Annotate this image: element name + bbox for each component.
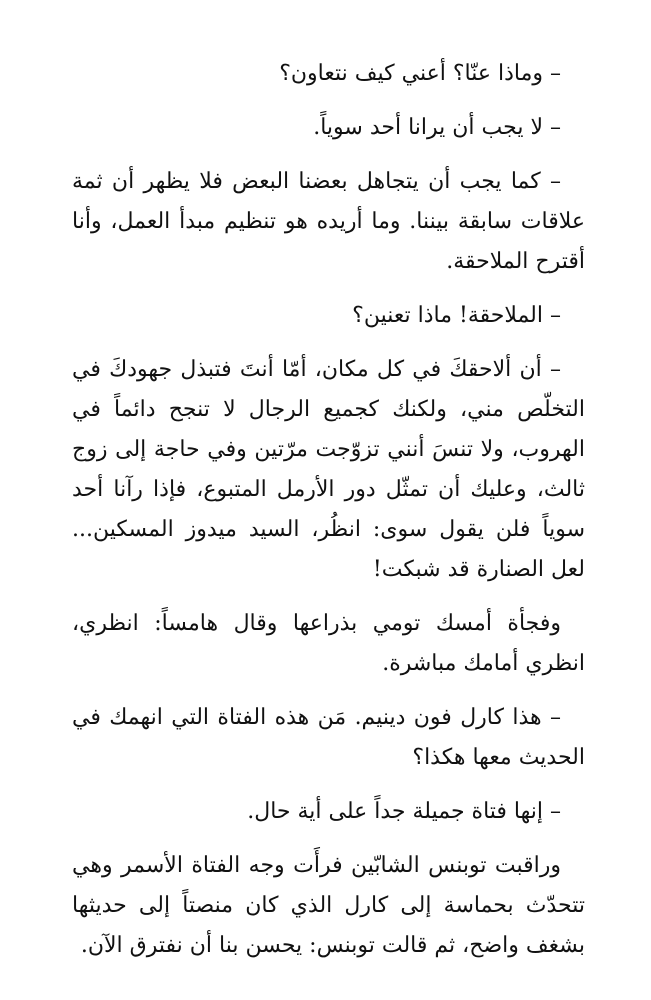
dialogue-line: – إنها فتاة جميلة جداً على أية حال. <box>247 799 561 824</box>
dialogue-line: – وماذا عنّا؟ أعني كيف نتعاون؟ <box>279 61 561 86</box>
dialogue-line: – أن ألاحقكَ في كل مكان، أمّا أنتَ فتبذل جهودكَ في التخلّص مني، ولكنك كجميع الرجال لا تنجح دائماً في الهروب، ولا تنسَ أنني تزوّجت مرّتين وفي حاجة إلى زوج ثالث، وعليك أن تمثّل دور الأرمل المتبوع، فإذا رآنا أحد سوياً فلن يقول سوى: انظُر، السيد ميدوز المسكين... لعل الصنارة قد شبكت! <box>72 357 585 582</box>
dialogue-line: – هذا كارل فون دينيم. مَن هذه الفتاة التي انهمك في الحديث معها هكذا؟ <box>72 705 585 770</box>
narration-paragraph: وراقبت توبنس الشابّين فرأَت وجه الفتاة الأسمر وهي تتحدّث بحماسة إلى كارل الذي كان منصتاً إلى حديثها بشغف واضح، ثم قالت توبنس: يحسن بنا أن نفترق الآن. <box>72 853 585 958</box>
dialogue-line: – الملاحقة! ماذا تعنين؟ <box>352 303 561 328</box>
narration-paragraph: وفجأة أمسك تومي بذراعها وقال هامساً: انظري، انظري أمامك مباشرة. <box>72 611 585 676</box>
dialogue-line: – لا يجب أن يرانا أحد سوياً. <box>313 115 561 140</box>
dialogue-line: – كما يجب أن يتجاهل بعضنا البعض فلا يظهر أن ثمة علاقات سابقة بيننا. وما أريده هو تنظيم مبدأ العمل، وأنا أقترح الملاحقة. <box>72 169 585 274</box>
